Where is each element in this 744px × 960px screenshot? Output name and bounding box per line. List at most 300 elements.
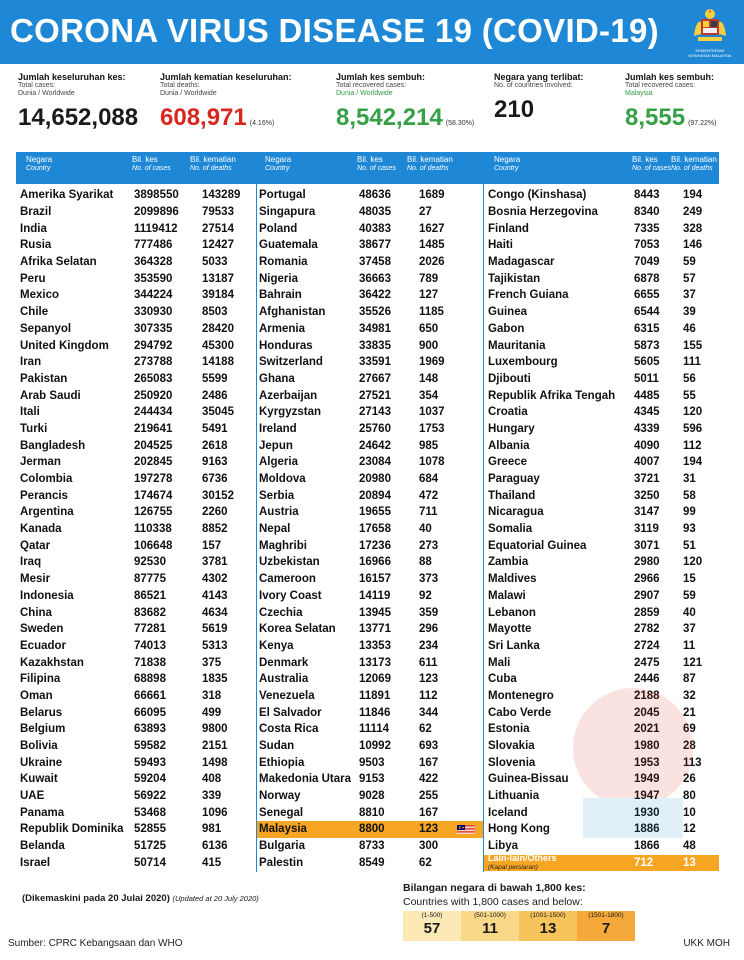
table-row xyxy=(483,354,719,371)
case-count: 1953 xyxy=(634,756,660,769)
death-count: 59 xyxy=(683,589,696,602)
stat-sub: Total cases: xyxy=(18,82,55,89)
stat-sub-scope: Dunia / Worldwide xyxy=(18,90,75,97)
country-name: Nicaragua xyxy=(488,506,544,519)
case-count: 68898 xyxy=(134,673,166,686)
case-count: 27667 xyxy=(359,372,391,385)
header-country: Negara Country xyxy=(26,155,53,172)
table-row xyxy=(483,487,719,504)
table-row xyxy=(256,471,483,488)
country-name: Switzerland xyxy=(259,356,323,369)
table-row xyxy=(16,671,256,688)
death-count: 123 xyxy=(419,673,439,686)
stat-sub: Total recovered cases: xyxy=(336,82,407,89)
table-row xyxy=(16,337,256,354)
table-row xyxy=(256,387,483,404)
case-count: 13173 xyxy=(359,656,391,669)
country-name: Greece xyxy=(488,456,528,469)
country-name: Libya xyxy=(488,840,519,853)
table-row xyxy=(256,487,483,504)
table-row xyxy=(16,821,256,838)
column-divider xyxy=(483,152,484,872)
death-count: 79533 xyxy=(202,206,234,219)
death-count: 1835 xyxy=(202,673,228,686)
table-row xyxy=(256,604,483,621)
death-count: 2618 xyxy=(202,439,228,452)
case-count: 71838 xyxy=(134,656,166,669)
table-row xyxy=(16,788,256,805)
country-name: Republik Afrika Tengah xyxy=(488,389,616,402)
case-count: 16966 xyxy=(359,556,391,569)
stat-label: Negara yang terlibat: xyxy=(494,72,584,82)
table-row xyxy=(256,454,483,471)
case-count: 6544 xyxy=(634,306,660,319)
case-count: 110338 xyxy=(134,523,172,536)
stat-block xyxy=(336,72,474,132)
death-count: 28 xyxy=(683,740,696,753)
country-name: Perancis xyxy=(20,489,68,502)
table-row xyxy=(256,404,483,421)
death-count: 1969 xyxy=(419,356,445,369)
stat-label: Jumlah kematian keseluruhan: xyxy=(160,72,292,82)
case-count: 4007 xyxy=(634,456,660,469)
country-name: Ecuador xyxy=(20,639,67,652)
header-cases: Bil. kes No. of cases xyxy=(132,155,171,172)
table-row xyxy=(256,287,483,304)
others-label: Lain-lain/Others (Kapal persiaran) xyxy=(488,852,557,871)
case-count: 59582 xyxy=(134,740,166,753)
stat-percent: (58.30%) xyxy=(445,120,475,127)
death-count: 69 xyxy=(683,723,696,736)
country-name: Czechia xyxy=(259,606,303,619)
table-row xyxy=(483,471,719,488)
death-count: 80 xyxy=(683,790,696,803)
country-name: Amerika Syarikat xyxy=(20,189,114,202)
death-count: 5313 xyxy=(202,639,228,652)
table-row xyxy=(16,688,256,705)
case-count: 63893 xyxy=(134,723,166,736)
country-name: El Salvador xyxy=(259,706,322,719)
table-row xyxy=(256,187,483,204)
table-row xyxy=(483,321,719,338)
death-count: 32 xyxy=(683,689,696,702)
case-count: 712 xyxy=(634,856,654,869)
country-name: Mali xyxy=(488,656,511,669)
table-row xyxy=(256,588,483,605)
case-count: 87775 xyxy=(134,573,166,586)
country-name: Tajikistan xyxy=(488,272,541,285)
case-count: 9153 xyxy=(359,773,385,786)
table-row xyxy=(483,721,719,738)
death-count: 650 xyxy=(419,322,439,335)
death-count: 12 xyxy=(683,823,696,836)
country-name: Belarus xyxy=(20,706,63,719)
death-count: 5491 xyxy=(202,422,228,435)
stat-sub-scope: Dunia / Worldwide xyxy=(336,90,393,97)
death-count: 55 xyxy=(683,389,696,402)
case-count: 3147 xyxy=(634,506,660,519)
case-count: 19655 xyxy=(359,506,391,519)
death-count: 1078 xyxy=(419,456,445,469)
column-divider xyxy=(256,152,257,872)
death-count: 39184 xyxy=(202,289,234,302)
table-row xyxy=(16,487,256,504)
death-count: 5599 xyxy=(202,372,228,385)
stat-block xyxy=(160,72,292,132)
country-name: Qatar xyxy=(20,539,51,552)
case-count: 204525 xyxy=(134,439,173,452)
case-count: 2782 xyxy=(634,623,660,636)
case-count: 2045 xyxy=(634,706,660,719)
country-name: UAE xyxy=(20,790,45,803)
case-count: 33591 xyxy=(359,356,391,369)
case-count: 38677 xyxy=(359,239,391,252)
table-row xyxy=(16,421,256,438)
stat-block xyxy=(494,72,584,124)
case-count: 66095 xyxy=(134,706,166,719)
death-count: 344 xyxy=(419,706,439,719)
death-count: 21 xyxy=(683,706,696,719)
case-count: 6655 xyxy=(634,289,660,302)
case-count: 2446 xyxy=(634,673,660,686)
table-row xyxy=(256,537,483,554)
case-count: 1980 xyxy=(634,740,660,753)
stat-value: 8,555 (97.22%) xyxy=(625,104,717,131)
table-row xyxy=(16,454,256,471)
country-name: Jepun xyxy=(259,439,293,452)
death-count: 28420 xyxy=(202,322,234,335)
death-count: 318 xyxy=(202,689,222,702)
table-row xyxy=(483,654,719,671)
source-note: Sumber: CPRC Kebangsaan dan WHO xyxy=(8,938,183,949)
case-count: 294792 xyxy=(134,339,173,352)
country-name: Paraguay xyxy=(488,473,540,486)
country-name: Somalia xyxy=(488,523,533,536)
death-count: 5033 xyxy=(202,256,228,269)
country-name: Romania xyxy=(259,256,308,269)
case-count: 35526 xyxy=(359,306,391,319)
country-name: Ukraine xyxy=(20,756,63,769)
death-count: 711 xyxy=(419,506,438,519)
header-deaths: Bil. kematian No. of deaths xyxy=(407,155,453,172)
table-row xyxy=(16,437,256,454)
case-count: 8733 xyxy=(359,840,385,853)
death-count: 40 xyxy=(683,606,696,619)
case-count: 1947 xyxy=(634,790,660,803)
table-row xyxy=(483,237,719,254)
country-name: Iraq xyxy=(20,556,42,569)
case-count: 12069 xyxy=(359,673,391,686)
table-row xyxy=(483,571,719,588)
coat-of-arms-icon xyxy=(690,6,730,46)
case-count: 106648 xyxy=(134,539,173,552)
death-count: 127 xyxy=(419,289,439,302)
country-name: Guinea-Bissau xyxy=(488,773,569,786)
case-count: 777486 xyxy=(134,239,173,252)
death-count: 148 xyxy=(419,372,439,385)
case-count: 7049 xyxy=(634,256,660,269)
country-name: Nigeria xyxy=(259,272,298,285)
country-name: Thailand xyxy=(488,489,536,502)
death-count: 51 xyxy=(683,539,696,552)
country-name: Kyrgyzstan xyxy=(259,406,321,419)
bin: (1501-1800) 7 xyxy=(577,911,635,941)
table-row xyxy=(16,220,256,237)
case-count: 3898550 xyxy=(134,189,179,202)
death-count: 121 xyxy=(683,656,703,669)
country-name: Ethiopia xyxy=(259,756,305,769)
death-count: 62 xyxy=(419,723,432,736)
country-name: Lebanon xyxy=(488,606,536,619)
table-row xyxy=(256,688,483,705)
death-count: 26 xyxy=(683,773,696,786)
crest-caption: KEMENTERIAN KESIHATAN MALAYSIA xyxy=(688,48,732,58)
country-name: Kenya xyxy=(259,639,294,652)
death-count: 13187 xyxy=(202,272,234,285)
country-name: Uzbekistan xyxy=(259,556,320,569)
table-row xyxy=(256,838,483,855)
malaysia-flag-icon xyxy=(457,825,475,834)
table-row xyxy=(483,537,719,554)
country-name: Nepal xyxy=(259,523,291,536)
case-count: 3721 xyxy=(634,473,660,486)
country-name: Bahrain xyxy=(259,289,302,302)
death-count: 111 xyxy=(683,356,701,369)
table-row xyxy=(16,404,256,421)
case-count: 92530 xyxy=(134,556,166,569)
table-row xyxy=(16,237,256,254)
case-count: 17236 xyxy=(359,539,391,552)
case-count: 11846 xyxy=(359,706,391,719)
stat-label: Jumlah keseluruhan kes: xyxy=(18,72,126,82)
bin: (1001-1500) 13 xyxy=(519,911,577,941)
table-row xyxy=(256,855,483,872)
case-count: 4485 xyxy=(634,389,660,402)
death-count: 300 xyxy=(419,840,439,853)
table-row xyxy=(16,604,256,621)
table-row xyxy=(483,588,719,605)
country-name: Rusia xyxy=(20,239,52,252)
updated-note xyxy=(22,893,259,904)
death-count: 143289 xyxy=(202,189,241,202)
death-count: 900 xyxy=(419,339,439,352)
country-name: Poland xyxy=(259,222,298,235)
country-name: Sri Lanka xyxy=(488,639,540,652)
country-name: Denmark xyxy=(259,656,309,669)
case-count: 6878 xyxy=(634,272,660,285)
death-count: 112 xyxy=(419,689,438,702)
country-table xyxy=(16,152,719,872)
death-count: 45300 xyxy=(202,339,234,352)
header-country: Negara Country xyxy=(265,155,292,172)
country-name: Brazil xyxy=(20,206,52,219)
country-name: Bosnia Herzegovina xyxy=(488,206,598,219)
death-count: 56 xyxy=(683,372,696,385)
table-row xyxy=(256,621,483,638)
country-name: Croatia xyxy=(488,406,528,419)
bin: (1-500) 57 xyxy=(403,911,461,941)
case-count: 51725 xyxy=(134,840,166,853)
death-count: 146 xyxy=(683,239,703,252)
case-count: 14119 xyxy=(359,589,391,602)
country-name: Belgium xyxy=(20,723,66,736)
case-count: 25760 xyxy=(359,422,391,435)
death-count: 6736 xyxy=(202,473,228,486)
case-count: 3119 xyxy=(634,523,659,536)
stat-value: 210 xyxy=(494,96,535,123)
table-row xyxy=(256,371,483,388)
death-count: 693 xyxy=(419,740,439,753)
case-count: 59493 xyxy=(134,756,166,769)
table-row xyxy=(16,654,256,671)
table-row xyxy=(256,421,483,438)
country-name: Iran xyxy=(20,356,42,369)
table-column xyxy=(16,152,256,872)
small-countries-box xyxy=(403,882,643,941)
case-count: 1949 xyxy=(634,773,660,786)
death-count: 3781 xyxy=(202,556,228,569)
table-row xyxy=(16,521,256,538)
table-row xyxy=(256,571,483,588)
country-name: Norway xyxy=(259,790,301,803)
column-header xyxy=(16,152,256,184)
case-count: 20980 xyxy=(359,473,391,486)
case-count: 2980 xyxy=(634,556,660,569)
updated-text-en: (Updated at 20 July 2020) xyxy=(172,894,259,903)
table-row xyxy=(483,754,719,771)
country-name: Israel xyxy=(20,856,51,869)
table-row xyxy=(16,387,256,404)
title-banner xyxy=(0,0,744,64)
death-count: 234 xyxy=(419,639,439,652)
country-name: Indonesia xyxy=(20,589,74,602)
stat-percent: (4.16%) xyxy=(249,120,275,127)
table-row xyxy=(256,804,483,821)
table-row xyxy=(483,304,719,321)
table-row xyxy=(483,504,719,521)
case-count: 34981 xyxy=(359,322,391,335)
country-name: Sepanyol xyxy=(20,322,72,335)
table-row xyxy=(483,187,719,204)
country-name: Cameroon xyxy=(259,573,316,586)
table-row xyxy=(16,621,256,638)
case-count: 36422 xyxy=(359,289,391,302)
stat-value: 608,971 (4.16%) xyxy=(160,104,275,131)
table-row xyxy=(256,254,483,271)
death-count: 62 xyxy=(419,856,432,869)
death-count: 1498 xyxy=(202,756,228,769)
stat-value: 8,542,214 (58.30%) xyxy=(336,104,475,131)
death-count: 2151 xyxy=(202,740,228,753)
country-name: Itali xyxy=(20,406,40,419)
case-count: 273788 xyxy=(134,356,173,369)
table-row xyxy=(16,321,256,338)
case-count: 8549 xyxy=(359,856,385,869)
death-count: 499 xyxy=(202,706,222,719)
country-name: Austria xyxy=(259,506,299,519)
country-name: Serbia xyxy=(259,489,295,502)
death-count: 596 xyxy=(683,422,703,435)
table-row xyxy=(483,270,719,287)
table-row xyxy=(256,554,483,571)
table-row xyxy=(16,771,256,788)
death-count: 15 xyxy=(683,573,696,586)
table-row xyxy=(16,704,256,721)
case-count: 24642 xyxy=(359,439,391,452)
country-name: Singapura xyxy=(259,206,316,219)
country-name: Ivory Coast xyxy=(259,589,322,602)
death-count: 1627 xyxy=(419,222,445,235)
country-name: Mesir xyxy=(20,573,51,586)
table-row xyxy=(483,688,719,705)
case-count: 5873 xyxy=(634,339,660,352)
death-count: 113 xyxy=(683,756,702,769)
table-row xyxy=(256,504,483,521)
death-count: 58 xyxy=(683,489,696,502)
death-count: 167 xyxy=(419,806,439,819)
table-row xyxy=(483,738,719,755)
table-row xyxy=(16,187,256,204)
table-row xyxy=(16,554,256,571)
death-count: 57 xyxy=(683,272,696,285)
death-count: 4143 xyxy=(202,589,228,602)
country-name: Iceland xyxy=(488,806,528,819)
stat-sub: Total deaths: xyxy=(160,82,200,89)
table-row xyxy=(256,437,483,454)
case-count: 219641 xyxy=(134,422,173,435)
death-count: 359 xyxy=(419,606,439,619)
table-row xyxy=(256,821,483,838)
death-count: 155 xyxy=(683,339,703,352)
death-count: 2026 xyxy=(419,256,445,269)
death-count: 37 xyxy=(683,289,696,302)
country-name: Filipina xyxy=(20,673,61,686)
country-name: Finland xyxy=(488,222,529,235)
bins xyxy=(403,911,635,941)
death-count: 684 xyxy=(419,473,439,486)
case-count: 8810 xyxy=(359,806,385,819)
case-count: 250920 xyxy=(134,389,173,402)
death-count: 2486 xyxy=(202,389,228,402)
country-name: Haiti xyxy=(488,239,513,252)
country-name: Algeria xyxy=(259,456,298,469)
case-count: 23084 xyxy=(359,456,391,469)
case-count: 5605 xyxy=(634,356,660,369)
header-cases: Bil. kes No. of cases xyxy=(357,155,396,172)
table-row xyxy=(16,354,256,371)
death-count: 354 xyxy=(419,389,439,402)
table-row xyxy=(16,855,256,872)
table-row xyxy=(16,838,256,855)
death-count: 194 xyxy=(683,189,703,202)
country-name: Maghribi xyxy=(259,539,307,552)
table-row xyxy=(483,387,719,404)
country-name: Guinea xyxy=(488,306,527,319)
bin: (501-1000) 11 xyxy=(461,911,519,941)
others-row xyxy=(483,852,719,872)
table-row xyxy=(483,421,719,438)
death-count: 87 xyxy=(683,673,696,686)
table-row xyxy=(483,204,719,221)
case-count: 2966 xyxy=(634,573,660,586)
country-name: Makedonia Utara xyxy=(259,773,352,786)
country-name: Afrika Selatan xyxy=(20,256,97,269)
stat-sub: Total recovered cases: xyxy=(625,82,696,89)
country-name: Argentina xyxy=(20,506,74,519)
case-count: 2021 xyxy=(634,723,660,736)
case-count: 36663 xyxy=(359,272,391,285)
death-count: 4634 xyxy=(202,606,228,619)
